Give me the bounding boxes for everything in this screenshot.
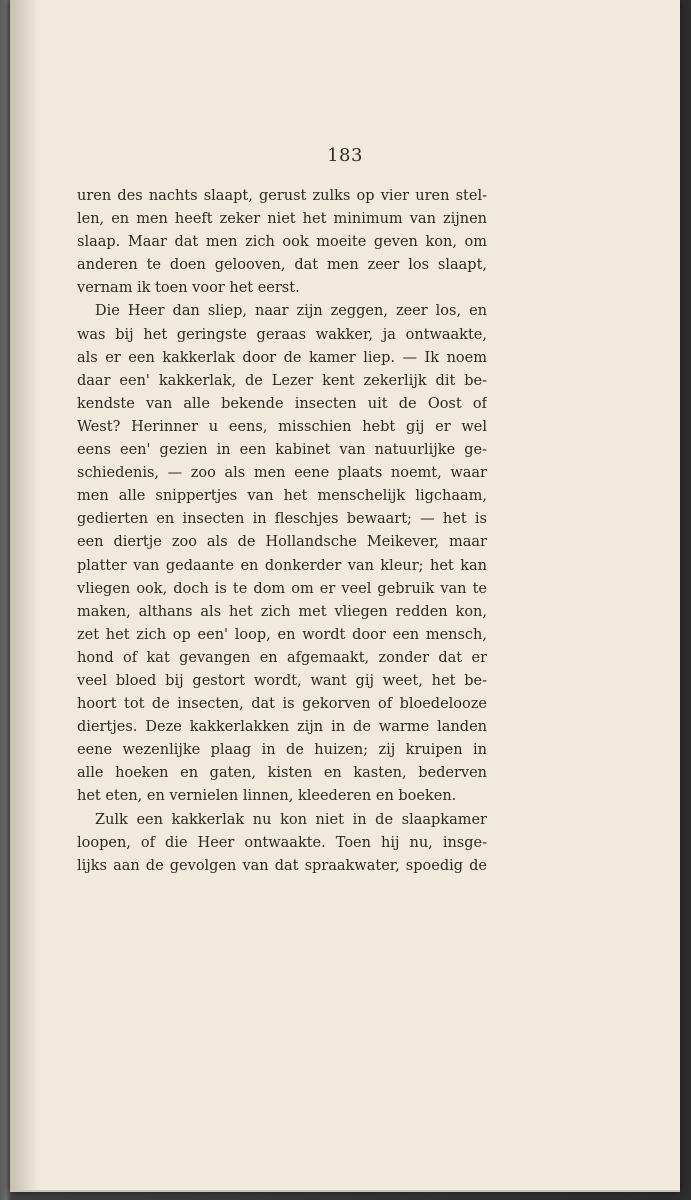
- text-line: anderen te doen gelooven, dat men zeer los slaapt,: [77, 257, 487, 274]
- text-line: lijks aan de gevolgen van dat spraakwater, spoedig de: [77, 857, 487, 874]
- text-line: platter van gedaante en donkerder van kleur; het kan: [77, 557, 487, 574]
- text-line: Die Heer dan sliep, naar zijn zeggen, zeer los, en: [95, 303, 487, 320]
- text-line: het eten, en vernielen linnen, kleederen en boeken.: [77, 788, 457, 805]
- text-line: slaap. Maar dat men zich ook moeite geven kon, om: [77, 234, 487, 251]
- text-line: len, en men heeft zeker niet het minimum van zijnen: [77, 211, 487, 228]
- page-number: 183: [327, 145, 363, 166]
- text-line: men alle snippertjes van het menschelijk ligchaam,: [77, 488, 487, 505]
- text-line: een diertje zoo als de Hollandsche Meikever, maar: [77, 534, 487, 551]
- text-line: hond of kat gevangen en afgemaakt, zonder dat er: [77, 649, 487, 666]
- text-line: vliegen ook, doch is te dom om er veel gebruik van te: [77, 580, 487, 597]
- body-text: [77, 185, 487, 878]
- text-line: vernam ik toen voor het eerst.: [77, 280, 300, 297]
- text-line: als er een kakkerlak door de kamer liep. — Ik noem: [77, 349, 487, 366]
- book-page: [10, 0, 680, 1192]
- text-line: West? Herinner u eens, misschien hebt gij er wel: [77, 418, 487, 435]
- text-line: schiedenis, — zoo als men eene plaats noemt, waar: [77, 465, 487, 482]
- text-line: uren des nachts slaapt, gerust zulks op vier uren stel-: [77, 188, 487, 204]
- text-line: Zulk een kakkerlak nu kon niet in de slaapkamer: [95, 811, 487, 828]
- text-line: loopen, of die Heer ontwaakte. Toen hij nu, insge-: [77, 834, 487, 851]
- text-line: eene wezenlijke plaag in de huizen; zij kruipen in: [77, 742, 487, 759]
- text-line: daar een' kakkerlak, de Lezer kent zekerlijk dit be-: [77, 372, 487, 389]
- text-line: gedierten en insecten in fleschjes bewaart; — het is: [77, 511, 487, 528]
- text-line: was bij het geringste geraas wakker, ja ontwaakte,: [77, 326, 487, 343]
- text-line: hoort tot de insecten, dat is gekorven of bloedelooze: [77, 696, 487, 713]
- text-line: eens een' gezien in een kabinet van natuurlijke ge-: [77, 442, 487, 459]
- text-line: maken, althans als het zich met vliegen redden kon,: [77, 603, 487, 620]
- text-line: zet het zich op een' loop, en wordt door een mensch,: [77, 626, 487, 643]
- text-line: kendste van alle bekende insecten uit de Oost of: [77, 395, 487, 412]
- text-line: alle hoeken en gaten, kisten en kasten, bederven: [77, 765, 487, 782]
- text-line: veel bloed bij gestort wordt, want gij weet, het be-: [77, 672, 487, 689]
- text-line: diertjes. Deze kakkerlakken zijn in de warme landen: [77, 719, 487, 736]
